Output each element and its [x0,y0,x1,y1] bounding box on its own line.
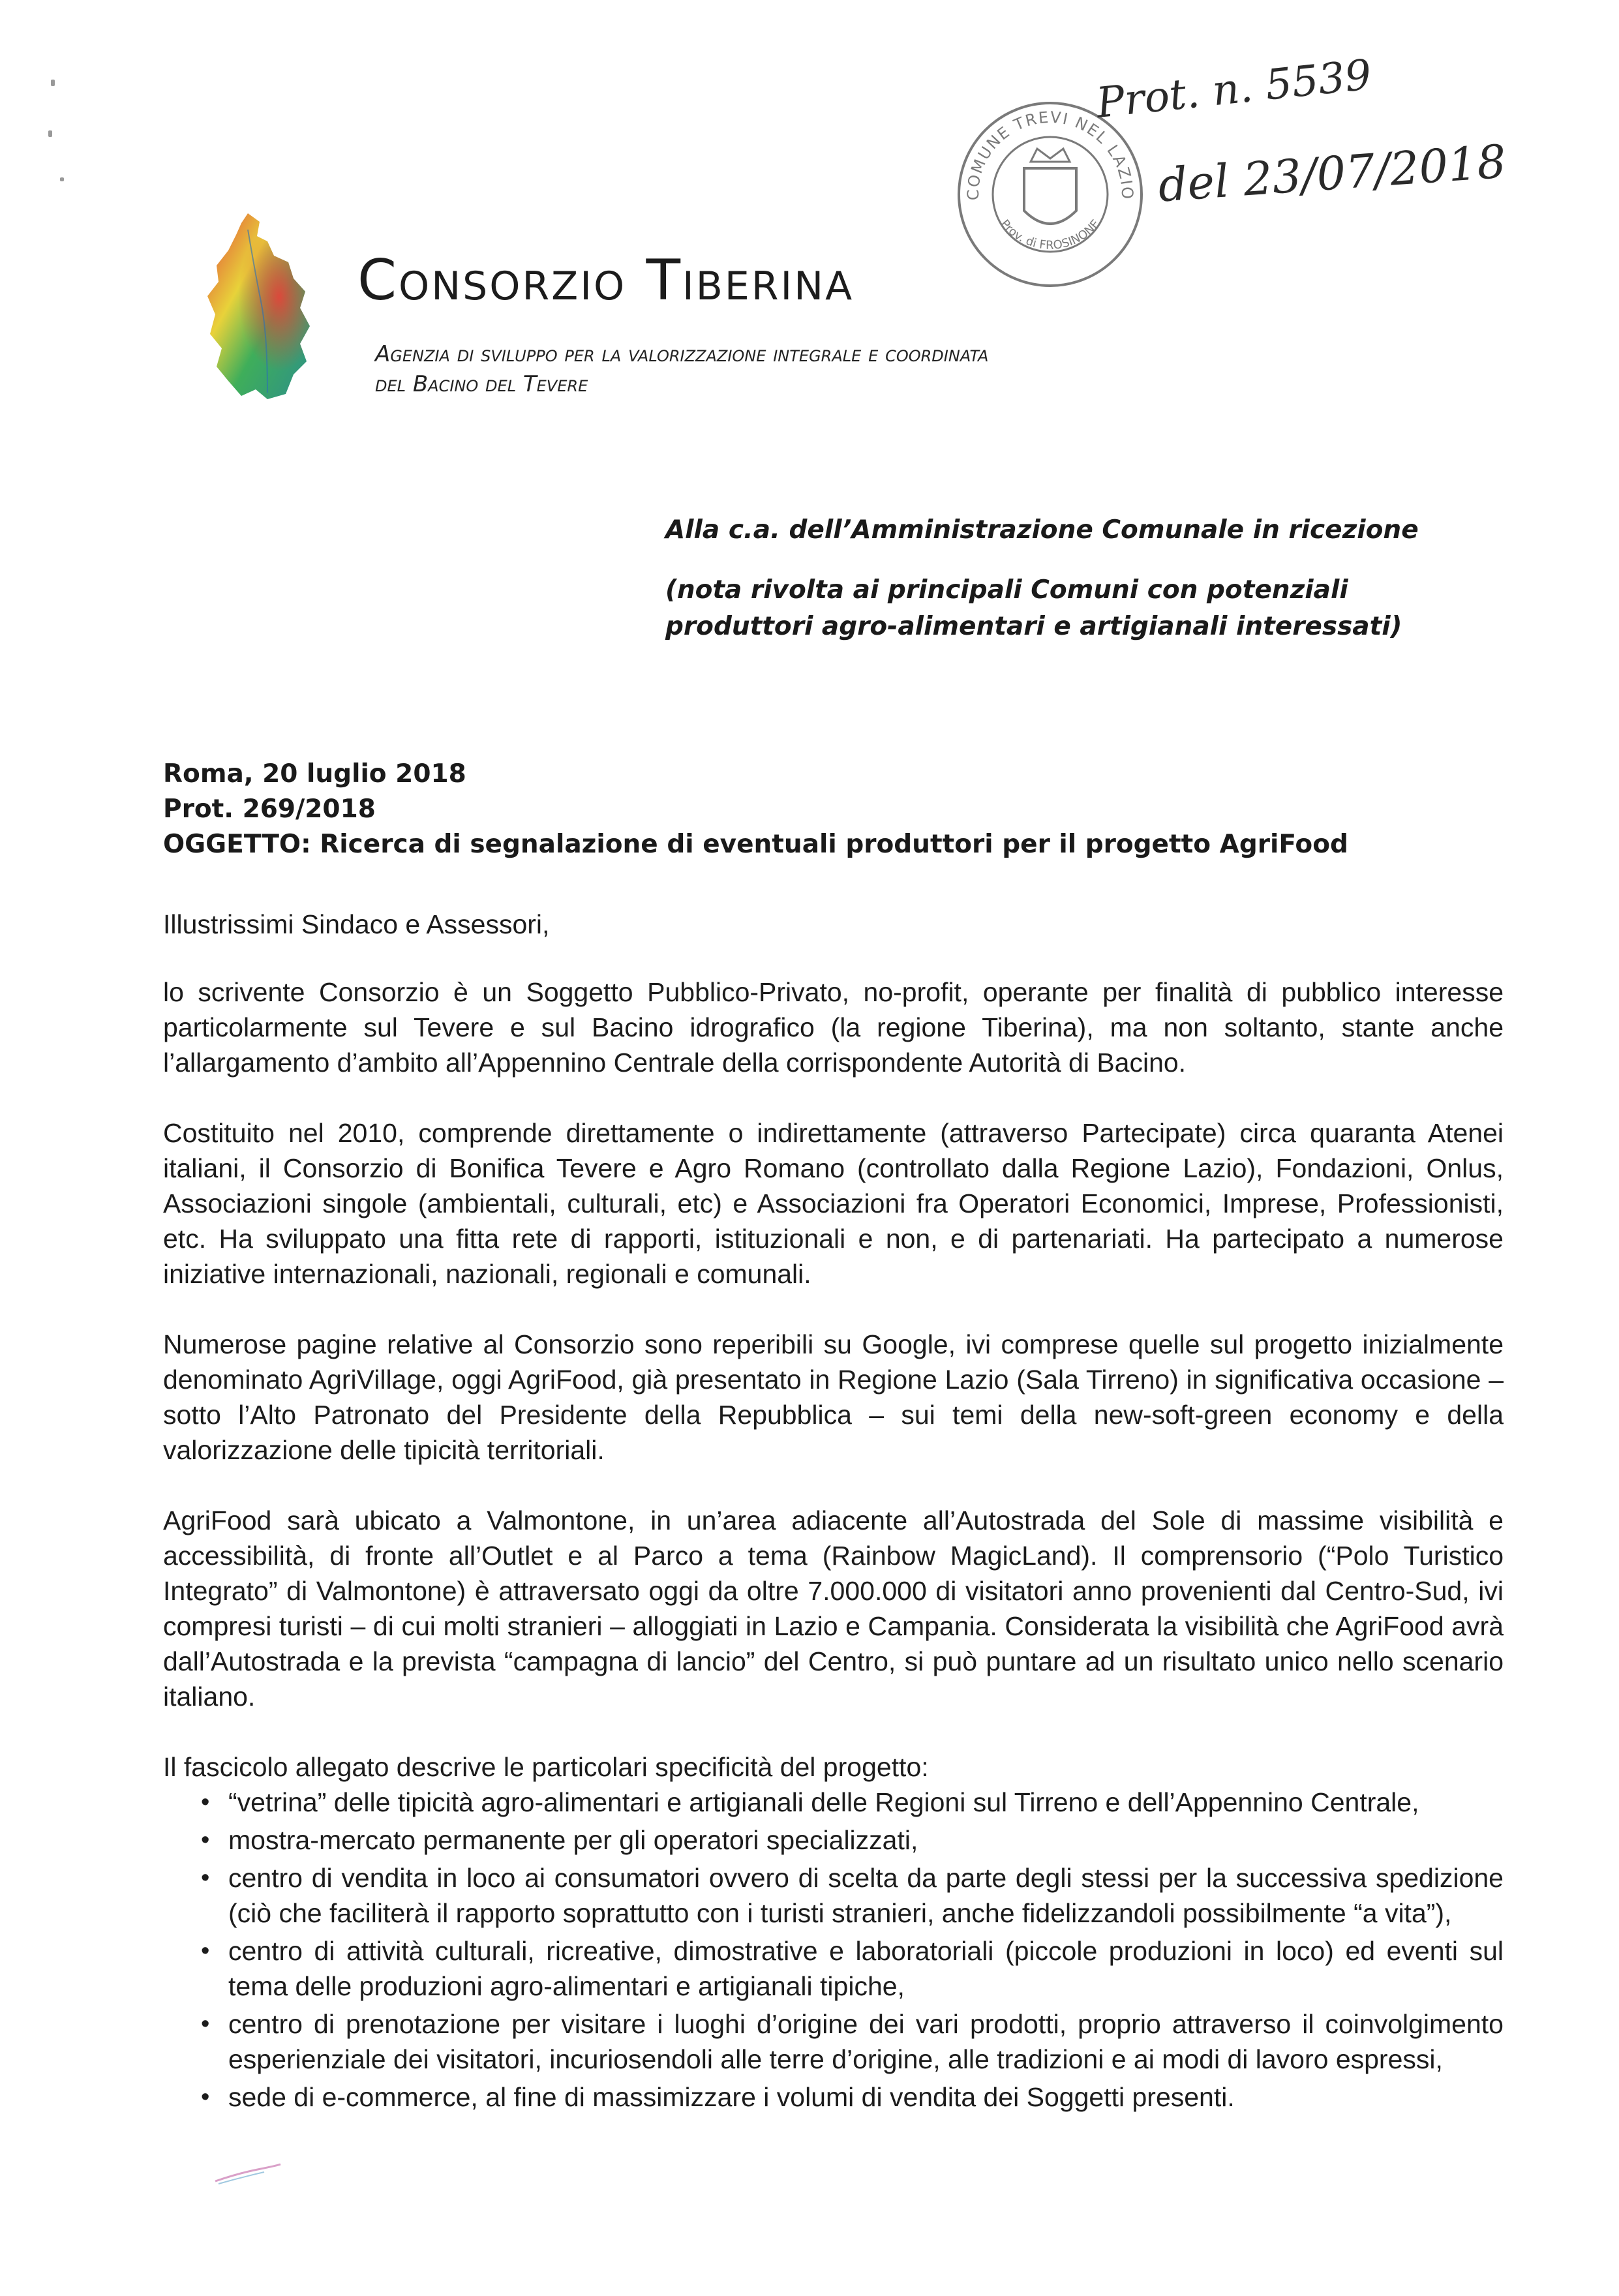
stamp-bottom-text: Prov. di FROSINONE [997,217,1103,252]
organization-subtitle [375,339,1419,399]
specificity-list [163,1785,1504,2115]
addressee-note: (nota rivolta ai principali Comuni con potenziali produttori agro-alimentari e artigianali interessati) [665,575,1402,641]
subtitle-line: del Bacino del Tevere [375,371,588,397]
place-date: Roma, 20 luglio 2018 [163,759,466,789]
subtitle-line: Agenzia di sviluppo per la valorizzazione integrale e coordinata [375,341,989,367]
handwritten-date: del 23/07/2018 [1156,134,1508,213]
paragraph: AgriFood sarà ubicato a Valmontone, in un’area adiacente all’Autostrada del Sole di massime visibilità e accessibilità, di fronte all’Outlet e al Parco a tema (Rainbow MagicLand). Il comprensorio (“Polo Turistico Integrato” di Valmontone) è attraversato oggi da oltre 7.000.000 di visitatori anno provenienti dal Centro-Sud, ivi compresi turisti – di cui molti stranieri – alloggiati in Lazio e Campania. Considerata la visibilità che AgriFood avrà dall’Autostrada e la prevista “campagna di lancio” del Centro, si può puntare ad un risultato unico nello scenario italiano. [163,1505,1504,1712]
municipal-stamp [952,97,1148,292]
list-item: • sede di e-commerce, al fine di massimizzare i volumi di vendita dei Soggetti presenti. [228,2079,1504,2115]
stamp-top-text: COMUNE TREVI NEL LAZIO [963,108,1137,201]
letter-meta [163,757,1435,862]
list-item: • centro di vendita in loco ai consumatori ovvero di scelta da parte degli stessi per la successiva spedizione (ciò che faciliterà il rapporto soprattutto con i turisti stranieri, anche fidelizzandoli possibilmente “a vita”), [228,1860,1504,1931]
addressee-block [665,512,1468,669]
subject-label: OGGETTO: [163,830,311,859]
letter-body [163,907,1504,2117]
handwritten-protocol: Prot. n. 5539 [1094,51,1374,128]
list-intro: Il fascicolo allegato descrive le particolari specificità del progetto: [163,1752,929,1782]
list-item: • centro di prenotazione per visitare i luoghi d’origine dei vari prodotti, proprio attraverso il coinvolgimento esperienziale dei visitatori, incuriosendoli alle terre d’origine, alle tradizioni e ai modi di lavoro espressi, [228,2006,1504,2077]
paragraph: Costituito nel 2010, comprende direttamente o indirettamente (attraverso Partecipate) circa quaranta Atenei italiani, il Consorzio di Bonifica Tevere e Agro Romano (controllato dalla Regione Lazio), Fondazioni, Onlus, Associazioni singole (ambientali, culturali, etc) e Associazioni fra Operatori Economici, Imprese, Professionisti, etc. Ha sviluppato una fitta rete di rapporti, istituzionali e non, e di partenariati. Ha partecipato a numerose iniziative internazionali, nazionali, regionali e comunali. [163,1118,1504,1289]
list-item: • centro di attività culturali, ricreative, dimostrative e laboratoriali (piccole produzioni in loco) ed eventi sul tema delle produzioni agro-alimentari e artigianali tipiche, [228,1933,1504,2004]
ink-scribble [212,2160,284,2186]
tiber-basin-map-logo [202,210,313,406]
subject-text: Ricerca di segnalazione di eventuali produttori per il progetto AgriFood [320,830,1348,859]
subject-line [163,827,1435,862]
organization-name: Consorzio Tiberina [357,248,855,313]
paragraph: lo scrivente Consorzio è un Soggetto Pubblico-Privato, no-profit, operante per finalità di pubblico interesse particolarmente sul Tevere e sul Bacino idrografico (la regione Tiberina), ma non soltanto, stante anche l’allargamento d’ambito all’Appennino Centrale della corrispondente Autorità di Bacino. [163,977,1504,1078]
addressee-line: Alla c.a. dell’Amministrazione Comunale in ricezione [665,515,1419,545]
scan-speck [51,80,55,86]
scan-speck [60,177,64,181]
salutation: Illustrissimi Sindaco e Assessori, [163,909,550,939]
protocol-number: Prot. 269/2018 [163,794,376,824]
paragraph: Numerose pagine relative al Consorzio sono reperibili su Google, ivi comprese quelle sul progetto inizialmente denominato AgriVillage, oggi AgriFood, già presentato in Regione Lazio (Sala Tirreno) in significativa occasione – sotto l’Alto Patronato del Presidente della Repubblica – sui temi della new-soft-green economy e della valorizzazione delle tipicità territoriali. [163,1329,1504,1465]
list-item: • “vetrina” delle tipicità agro-alimentari e artigianali delle Regioni sul Tirreno e dell’Appennino Centrale, [228,1785,1504,1820]
list-item: • mostra-mercato permanente per gli operatori specializzati, [228,1822,1504,1858]
scan-speck [48,130,52,137]
